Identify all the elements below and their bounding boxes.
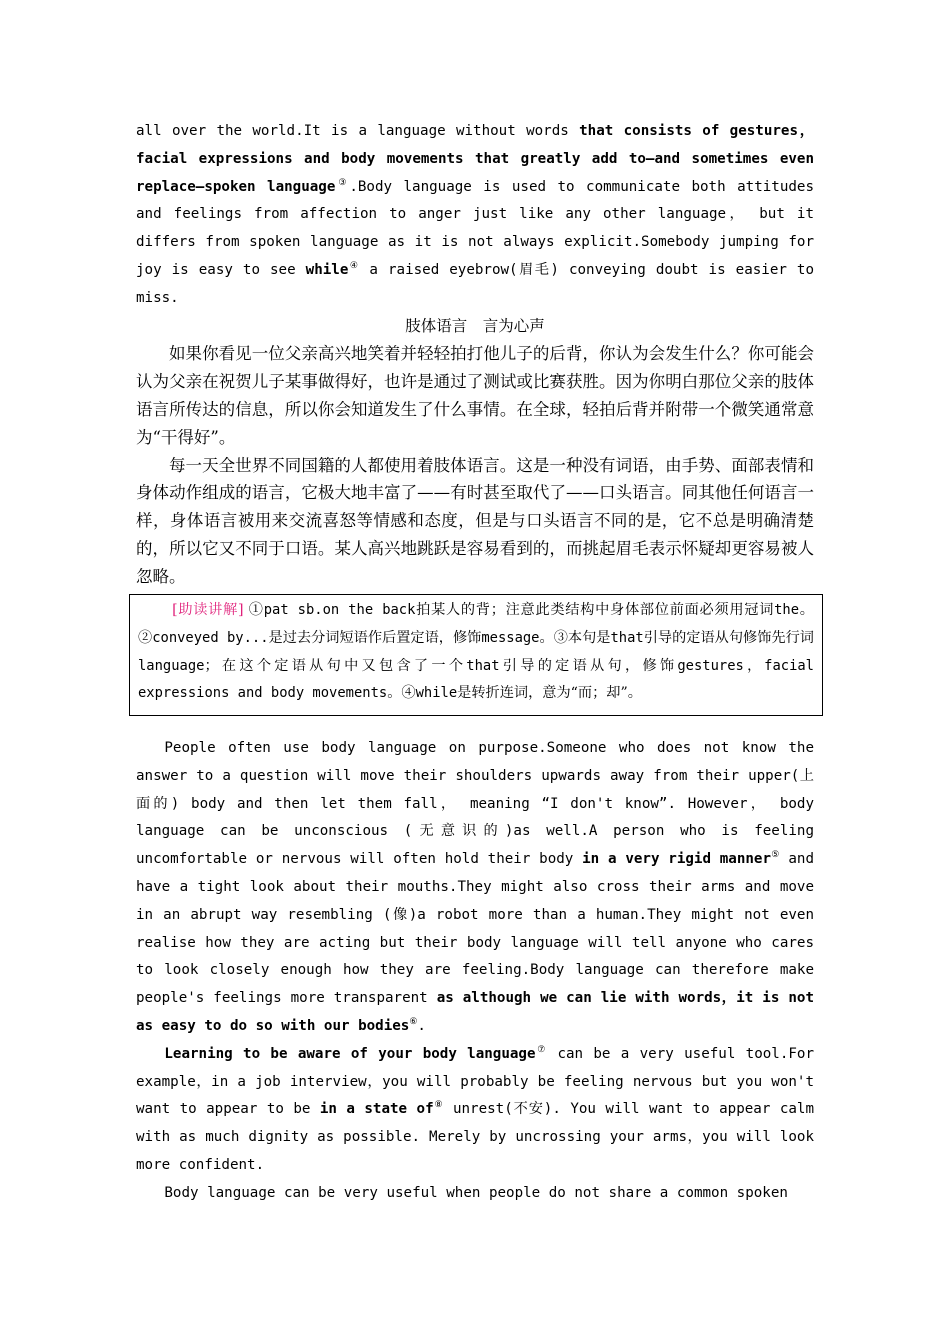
footnote-marker: ⑦	[535, 1044, 548, 1055]
note-text: 。④	[387, 685, 416, 702]
text-run: all over the world.It is a language without words	[136, 123, 580, 139]
footnote-marker: ③	[335, 177, 350, 188]
note-text: 引导的定语从句修饰先行词	[643, 629, 814, 646]
highlighted-phrase: Learning to be aware of your body language	[164, 1045, 536, 1062]
reading-notes-box	[129, 594, 823, 716]
notes-label: [助读讲解]	[172, 602, 244, 618]
text-run: unrest(不安). You will want to appear calm with as much dignity as possible. Merely by uncrossing your arms，you will look more confident.	[136, 1101, 814, 1173]
note-text: 。③本句是	[539, 629, 611, 646]
chinese-paragraph-2: 每一天全世界不同国籍的人都使用着肢体语言。这是一种没有词语，由手势、面部表情和身体动作组成的语言，它极大地丰富了——有时甚至取代了——口头语言。同其他任何语言一样，身体语言被用来交流喜怒等情感和态度，但是与口头语言不同的是，它不总是明确清楚的，所以它又不同于口语。某人高兴地跳跃是容易看到的，而挑起眉毛表示怀疑却更容易被人忽略。	[136, 455, 814, 586]
note-text: 。②	[138, 602, 814, 646]
note-term: gestures，facial expressions and body movements	[138, 657, 814, 702]
highlighted-phrase: as although we can lie with words，it is not as easy to do so with our bodies	[136, 990, 814, 1034]
note-marker: ①	[248, 602, 264, 618]
upper-section	[136, 118, 814, 591]
note-text: 引导的定语从句，修饰	[499, 657, 678, 674]
note-term: language	[138, 657, 205, 674]
note-term: that	[610, 629, 644, 646]
text-run: People often use body language on purpose.Someone who does not know the answer to a question will move their shoulders upwards away from their upper(上面的) body and then let them fall， meaning “I don't know”. However， body language can be unconscious (无意识的)as well.A person who is feeling uncomfortable or nervous will often hold their body	[136, 740, 814, 868]
english-paragraph-1	[136, 118, 814, 313]
text-run: .Body language is used to communicate both attitudes and feelings from affection to anger just like any other language， but it differs from spoken language as it is not always explicit.Somebody jumping for joy is easy to see	[136, 178, 814, 278]
highlighted-phrase: in a very rigid manner	[582, 851, 772, 868]
note-term: message	[481, 629, 540, 646]
footnote-marker: ④	[348, 260, 360, 271]
note-term: the	[774, 602, 800, 618]
reading-notes-text	[138, 597, 814, 708]
footnote-marker: ⑧	[433, 1100, 444, 1111]
highlighted-phrase: while	[305, 261, 349, 278]
footnote-marker: ⑥	[409, 1016, 418, 1027]
highlighted-phrase: that consists of gestures， facial expressions and body movements that greatly add to—and sometimes even replace—spoken language	[136, 123, 814, 195]
text-run: .	[417, 1017, 426, 1034]
chinese-paragraph-1: 如果你看见一位父亲高兴地笑着并轻轻拍打他儿子的后背，你认为会发生什么？你可能会认为父亲在祝贺儿子某事做得好，也许是通过了测试或比赛获胜。因为你明白那位父亲的肢体语言所传达的信息，所以你会知道发生了什么事情。在全球，轻拍后背并附带一个微笑通常意为“干得好”。	[136, 344, 814, 447]
note-term: pat sb.on the back	[263, 602, 416, 618]
note-term: that	[466, 657, 500, 674]
text-run: and have a tight look about their mouths.They might also cross their arms and move in an abrupt way resembling (像)a robot more than a human.They might not even realise how they are acting but their body language will tell anyone who cares to look closely enough how they are feeling.Body language can therefore make people's feelings more transparent	[136, 851, 814, 1007]
note-text: ；在这个定语从句中又包含了一个	[204, 657, 467, 674]
text-run: can be a very useful tool.For example，in a job interview，you will probably be feeling nervous but you won't want to appear to be	[136, 1045, 815, 1118]
highlighted-phrase: in a state of	[319, 1101, 434, 1118]
footnote-marker: ⑤	[771, 850, 780, 861]
note-text: 是过去分词短语作后置定语，修饰	[268, 629, 482, 646]
note-text: 是转折连词，意为“而；却”。	[457, 685, 642, 702]
english-paragraph-3	[136, 1041, 814, 1180]
english-paragraph-4	[136, 1180, 814, 1208]
text-run: Body language can be very useful when people do not share a common spoken	[164, 1184, 788, 1201]
note-term: while	[415, 685, 458, 702]
note-term: conveyed by...	[152, 629, 269, 646]
english-paragraph-2	[136, 735, 814, 1041]
note-text: 拍某人的背；注意此类结构中身体部位前面必须用冠词	[415, 602, 775, 618]
section-title: 肢体语言 言为心声	[405, 316, 545, 335]
lower-section	[136, 735, 814, 1208]
text-run: a raised eyebrow(眉毛) conveying doubt is easier to miss.	[136, 261, 815, 306]
